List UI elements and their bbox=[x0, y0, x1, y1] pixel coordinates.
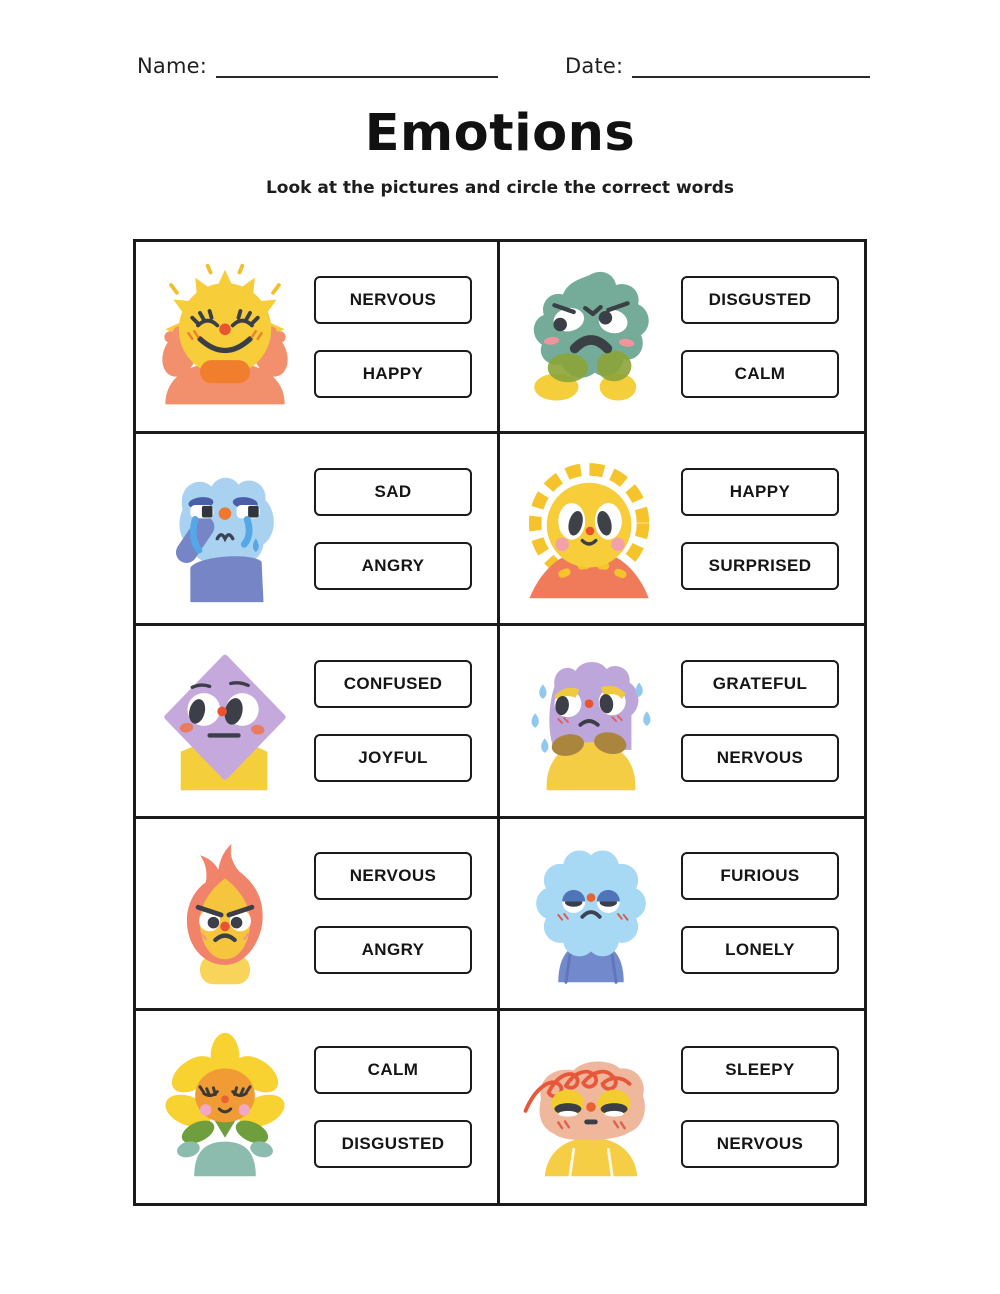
date-field bbox=[565, 54, 870, 78]
option-box[interactable]: CALM bbox=[681, 350, 839, 398]
happy-sun-illustration bbox=[136, 260, 314, 414]
option-box[interactable]: NERVOUS bbox=[314, 276, 472, 324]
option-box[interactable]: ANGRY bbox=[314, 926, 472, 974]
worksheet-cell bbox=[136, 819, 500, 1011]
worksheet-grid bbox=[133, 239, 867, 1206]
option-box[interactable]: DISGUSTED bbox=[681, 276, 839, 324]
sleepy-face-icon bbox=[514, 1030, 668, 1184]
option-box[interactable]: SURPRISED bbox=[681, 542, 839, 590]
option-box[interactable]: ANGRY bbox=[314, 542, 472, 590]
option-box[interactable]: NERVOUS bbox=[314, 852, 472, 900]
worksheet-cell bbox=[136, 626, 500, 818]
angry-flame-icon bbox=[148, 836, 302, 990]
option-box[interactable]: NERVOUS bbox=[681, 1120, 839, 1168]
worksheet-cell bbox=[500, 626, 864, 818]
nervous-monster-icon bbox=[514, 644, 668, 798]
disgusted-star-icon bbox=[514, 260, 668, 414]
date-input-line[interactable] bbox=[632, 54, 870, 78]
confused-diamond-illustration bbox=[136, 644, 314, 798]
name-label: Name: bbox=[137, 54, 208, 78]
surprised-sun-icon bbox=[514, 452, 668, 606]
option-box[interactable]: CONFUSED bbox=[314, 660, 472, 708]
sad-crying-illustration bbox=[136, 452, 314, 606]
option-box[interactable]: CALM bbox=[314, 1046, 472, 1094]
option-box[interactable]: JOYFUL bbox=[314, 734, 472, 782]
angry-flame-illustration bbox=[136, 836, 314, 990]
worksheet-cell bbox=[500, 1011, 864, 1203]
option-box[interactable]: NERVOUS bbox=[681, 734, 839, 782]
lonely-cloud-icon bbox=[514, 836, 668, 990]
option-box[interactable]: SLEEPY bbox=[681, 1046, 839, 1094]
date-label: Date: bbox=[565, 54, 624, 78]
happy-sun-icon bbox=[148, 260, 302, 414]
calm-flower-illustration bbox=[136, 1030, 314, 1184]
option-box[interactable]: LONELY bbox=[681, 926, 839, 974]
name-input-line[interactable] bbox=[216, 54, 498, 78]
worksheet-cell bbox=[136, 434, 500, 626]
disgusted-star-illustration bbox=[500, 260, 681, 414]
option-box[interactable]: FURIOUS bbox=[681, 852, 839, 900]
worksheet-cell bbox=[500, 819, 864, 1011]
calm-flower-icon bbox=[148, 1030, 302, 1184]
worksheet-cell bbox=[136, 242, 500, 434]
option-box[interactable]: HAPPY bbox=[681, 468, 839, 516]
option-box[interactable]: HAPPY bbox=[314, 350, 472, 398]
lonely-cloud-illustration bbox=[500, 836, 681, 990]
nervous-monster-illustration bbox=[500, 644, 681, 798]
worksheet-cell bbox=[500, 434, 864, 626]
worksheet-cell bbox=[500, 242, 864, 434]
worksheet-cell bbox=[136, 1011, 500, 1203]
sleepy-face-illustration bbox=[500, 1030, 681, 1184]
instructions: Look at the pictures and circle the correct words bbox=[265, 178, 735, 198]
surprised-sun-illustration bbox=[500, 452, 681, 606]
name-field bbox=[137, 54, 498, 78]
option-box[interactable]: DISGUSTED bbox=[314, 1120, 472, 1168]
sad-crying-icon bbox=[148, 452, 302, 606]
confused-diamond-icon bbox=[148, 644, 302, 798]
page-title: Emotions bbox=[364, 104, 636, 163]
option-box[interactable]: GRATEFUL bbox=[681, 660, 839, 708]
option-box[interactable]: SAD bbox=[314, 468, 472, 516]
